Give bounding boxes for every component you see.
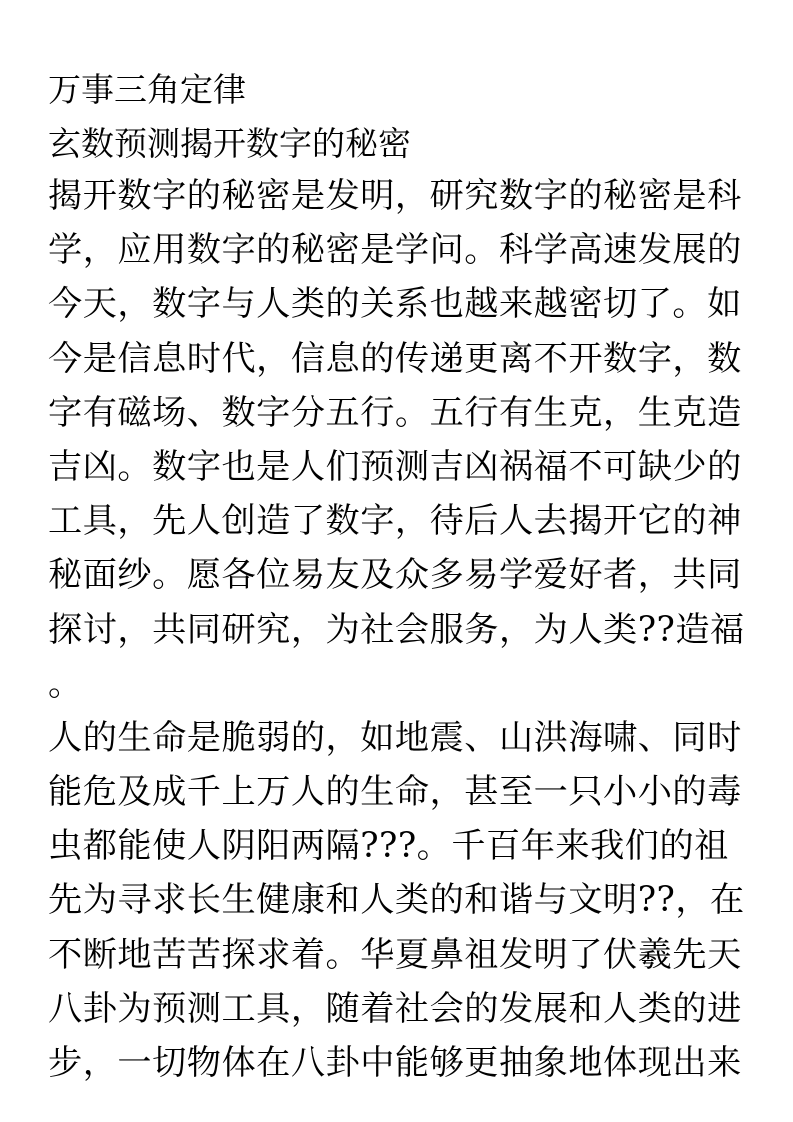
paragraph-2-line: 虫都能使人阴阳两隔???。千百年来我们的祖 [48,826,729,867]
paragraph-2-line: 人的生命是脆弱的，如地震、山洪海啸、同时 [48,717,742,758]
paragraph-1-line: 探讨，共同研究，为社会服务，为人类??造福 [48,609,745,650]
paragraph-1-line: 揭开数字的秘密是发明，研究数字的秘密是科 [48,176,742,216]
paragraph-2-line: 八卦为预测工具，随着社会的发展和人类的进 [48,988,742,1029]
paragraph-1-line: 工具，先人创造了数字，待后人去揭开它的神 [48,501,742,542]
paragraph-2-line: 能危及成千上万人的生命，甚至一只小小的毒 [48,772,742,813]
paragraph-2-line: 步，一切物体在八卦中能够更抽象地体现出来 [48,1043,742,1083]
paragraph-1-line: 今是信息时代，信息的传递更离不开数字，数 [48,338,742,379]
paragraph-1-line: 字有磁场、数字分五行。五行有生克，生克造 [48,392,742,433]
document-title: 万事三角定律 [48,70,246,109]
paragraph-1-line: 。 [48,663,83,704]
paragraph-2-line: 不断地苦苦探求着。华夏鼻祖发明了伏羲先天 [48,934,742,975]
body-text [48,177,745,1098]
document-subtitle: 玄数预测揭开数字的秘密 [48,124,411,163]
paragraph-1-line: 秘面纱。愿各位易友及众多易学爱好者，共同 [48,555,742,596]
paragraph-1-line: 今天，数字与人类的关系也越来越密切了。如 [48,284,742,325]
paragraph-2-line: 先为寻求长生健康和人类的和谐与文明??，在 [48,880,745,921]
paragraph-1-line: 吉凶。数字也是人们预测吉凶祸福不可缺少的 [48,446,742,487]
paragraph-1-line: 学，应用数字的秘密是学问。科学高速发展的 [48,230,742,271]
